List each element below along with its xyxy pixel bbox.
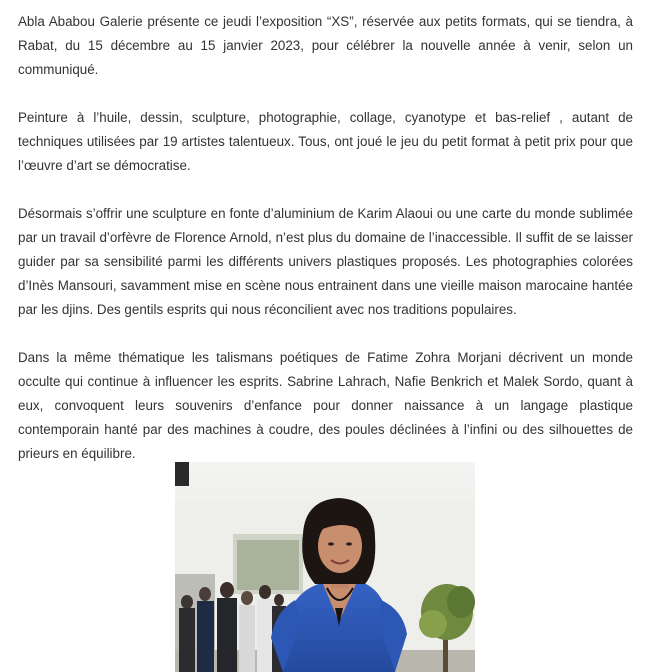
article-photo xyxy=(175,462,475,672)
gallery-portrait-photo xyxy=(175,462,475,672)
paragraph-1: Abla Ababou Galerie présente ce jeudi l’exposition “XS”, réservée aux petits formats, qui se tiendra, à Rabat, du 15 décembre au 15 janvier 2023, pour célébrer la nouvelle année à venir, selon un communiqué. xyxy=(18,14,633,77)
paragraph-3: Désormais s’offrir une sculpture en fonte d’aluminium de Karim Alaoui ou une carte du monde sublimée par un travail d’orfèvre de Florence Arnold, n’est plus du domaine de l’inaccessible. Il suffit de se laisser guider par sa sensibilité parmi les différents univers plastiques proposés. Les photographies colorées d’Inès Mansouri, savamment mise en scène nous entrainent dans une vieille maison marocaine hantée par les djins. Des gentils esprits qui nous réconcilient avec nos traditions populaires. xyxy=(18,206,633,317)
paragraph-4: Dans la même thématique les talismans poétiques de Fatime Zohra Morjani décrivent un monde occulte qui continue à influencer les esprits. Sabrine Lahrach, Nafie Benkrich et Malek Sordo, quant à eux, convoquent leurs souvenirs d’enfance pour donner naissance à un langage plastique contemporain hanté par des machines à coudre, des poules déclinées à l’infini ou des silhouettes de prieurs en équilibre. xyxy=(18,350,633,461)
article-body xyxy=(18,10,633,490)
paragraph-2: Peinture à l’huile, dessin, sculpture, photographie, collage, cyanotype et bas-relief , autant de techniques utilisées par 19 artistes talentueux. Tous, ont joué le jeu du petit format à petit prix pour que l’œuvre d’art se démocratise. xyxy=(18,110,633,173)
